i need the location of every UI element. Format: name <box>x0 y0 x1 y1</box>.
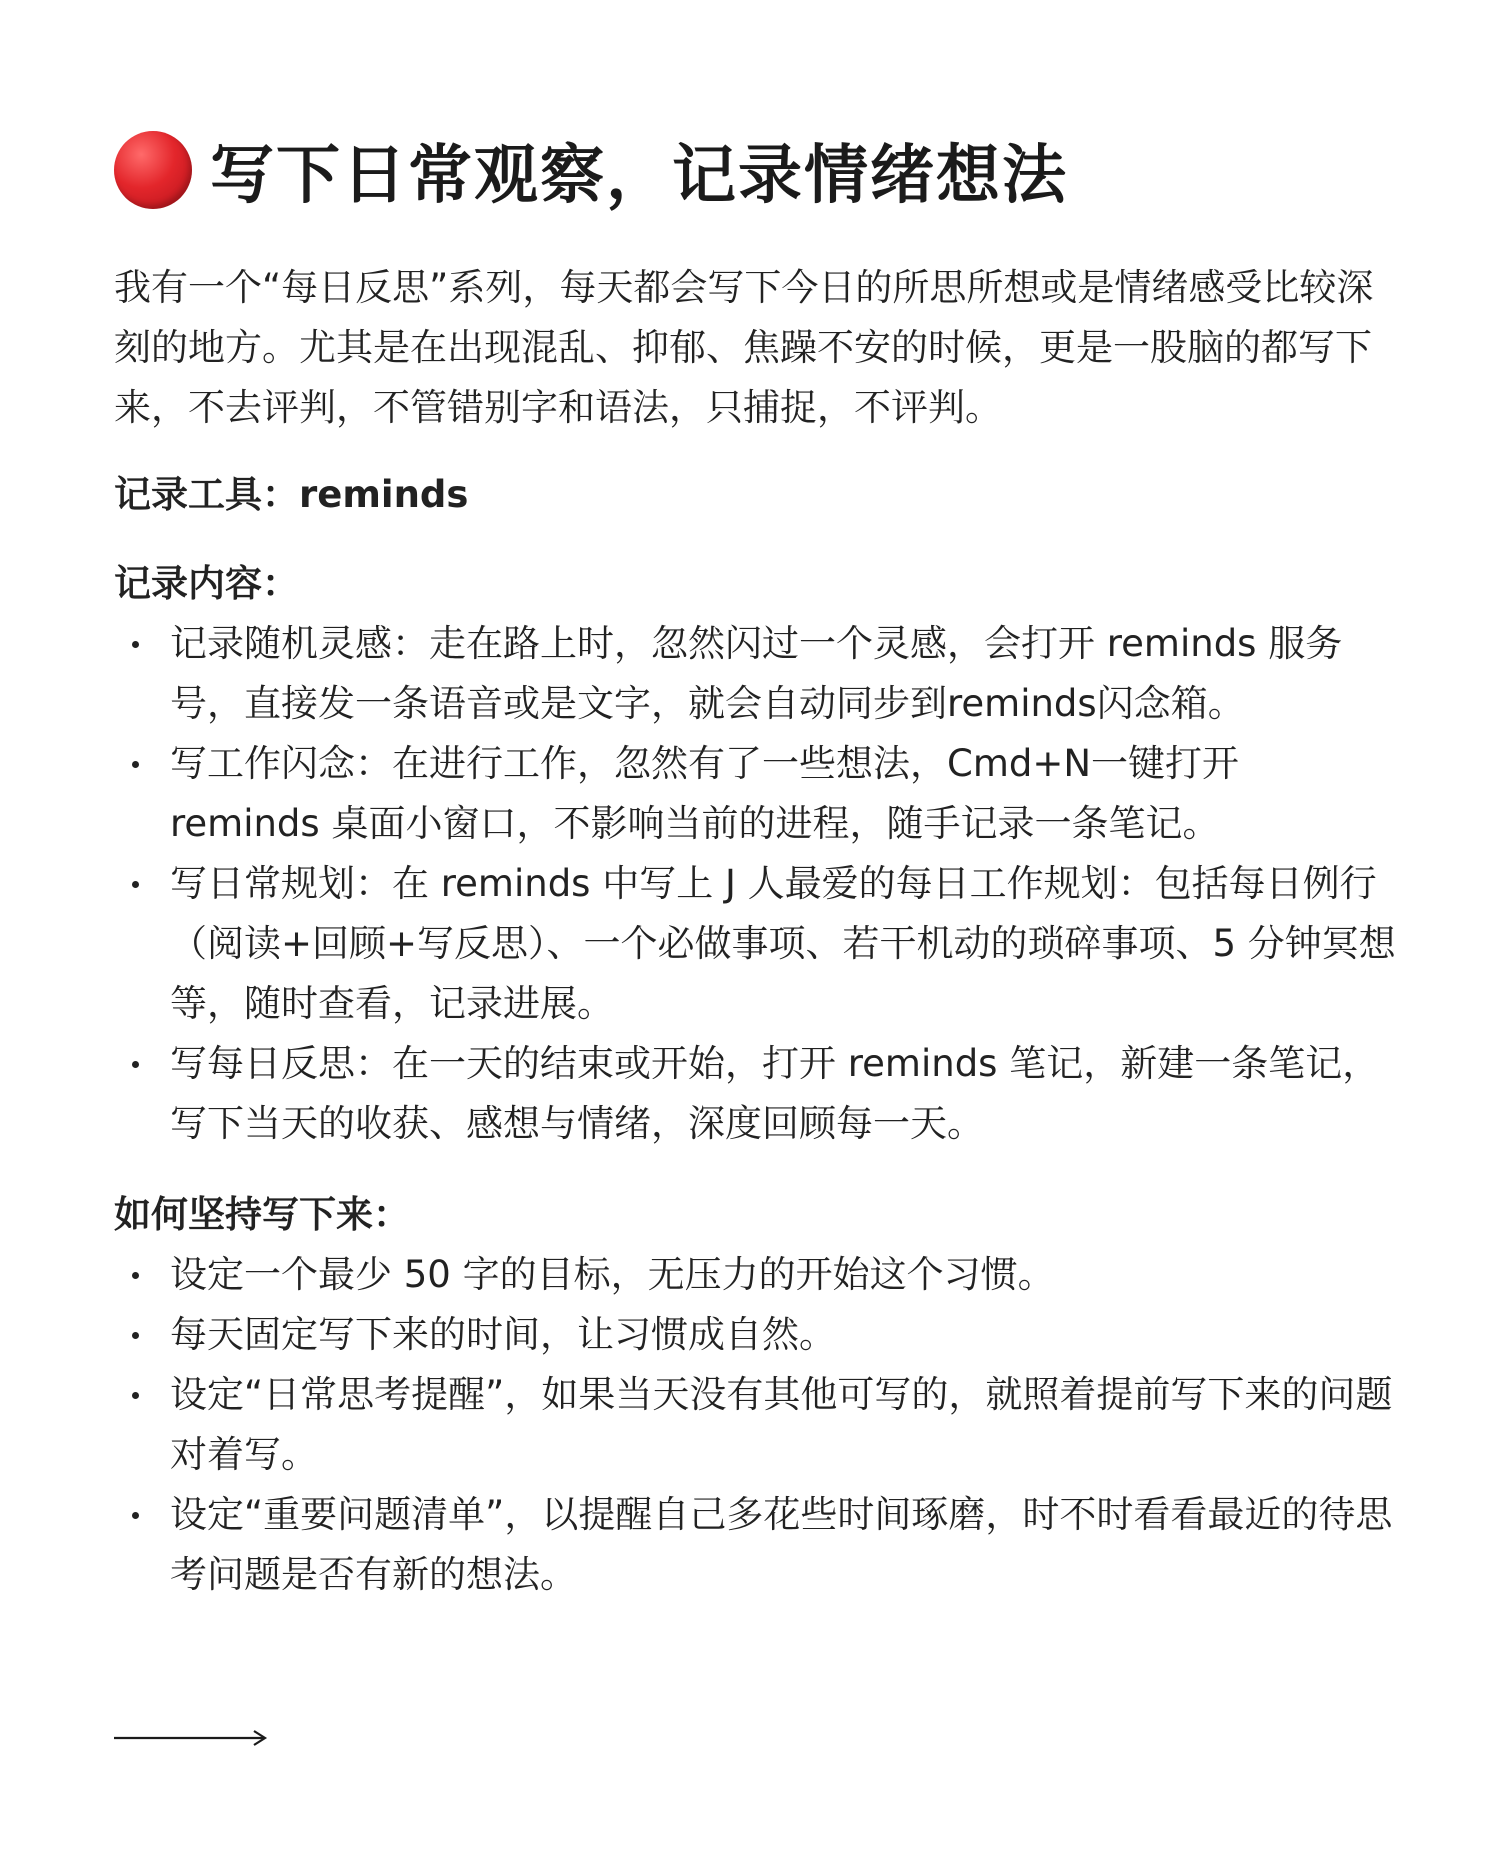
list-item <box>114 1365 1399 1485</box>
intro-paragraph: 我有一个“每日反思”系列，每天都会写下今日的所思所想或是情绪感受比较深刻的地方。尤其是在出现混乱、抑郁、焦躁不安的时候，更是一股脑的都写下来，不去评判，不管错别字和语法，只捕捉，不评判。 <box>114 266 1374 429</box>
howto-section-heading: 如何坚持写下来： <box>114 1193 410 1236</box>
list-item-text: 每天固定写下来的时间，让习惯成自然。 <box>170 1313 836 1356</box>
content-list <box>114 614 1399 1154</box>
list-item-text: 设定“日常思考提醒”，如果当天没有其他可写的，就照着提前写下来的问题对着写。 <box>170 1373 1393 1476</box>
list-item-text: 写日常规划：在 reminds 中写上 J 人最爱的每日工作规划：包括每日例行（阅读+回顾+写反思）、一个必做事项、若干机动的琐碎事项、5 分钟冥想等，随时查看，记录进展。 <box>170 862 1396 1025</box>
arrow-right-icon[interactable] <box>114 1728 268 1748</box>
list-item-text: 写每日反思：在一天的结束或开始，打开 reminds 笔记，新建一条笔记，写下当天的收获、感想与情绪，深度回顾每一天。 <box>170 1042 1380 1145</box>
list-item <box>114 734 1399 854</box>
content-section-heading: 记录内容： <box>114 562 299 605</box>
howto-list <box>114 1245 1399 1605</box>
list-item <box>114 854 1399 1034</box>
tool-label: 记录工具：reminds <box>114 473 469 516</box>
page-title: 写下日常观察，记录情绪想法 <box>210 139 1068 213</box>
red-circle-icon <box>114 131 192 209</box>
list-item <box>114 614 1399 734</box>
list-item-text: 设定“重要问题清单”，以提醒自己多花些时间琢磨，时不时看看最近的待思考问题是否有新的想法。 <box>170 1493 1393 1596</box>
list-item <box>114 1245 1399 1305</box>
list-item-text: 写工作闪念：在进行工作，忽然有了一些想法，Cmd+N一键打开 reminds 桌面小窗口，不影响当前的进程，随手记录一条笔记。 <box>170 742 1240 845</box>
list-item <box>114 1305 1399 1365</box>
list-item <box>114 1034 1399 1154</box>
title-row <box>114 130 1068 213</box>
list-item-text: 设定一个最少 50 字的目标，无压力的开始这个习惯。 <box>170 1253 1055 1296</box>
list-item-text: 记录随机灵感：走在路上时，忽然闪过一个灵感，会打开 reminds 服务号，直接发一条语音或是文字，就会自动同步到reminds闪念箱。 <box>170 622 1343 725</box>
list-item <box>114 1485 1399 1605</box>
